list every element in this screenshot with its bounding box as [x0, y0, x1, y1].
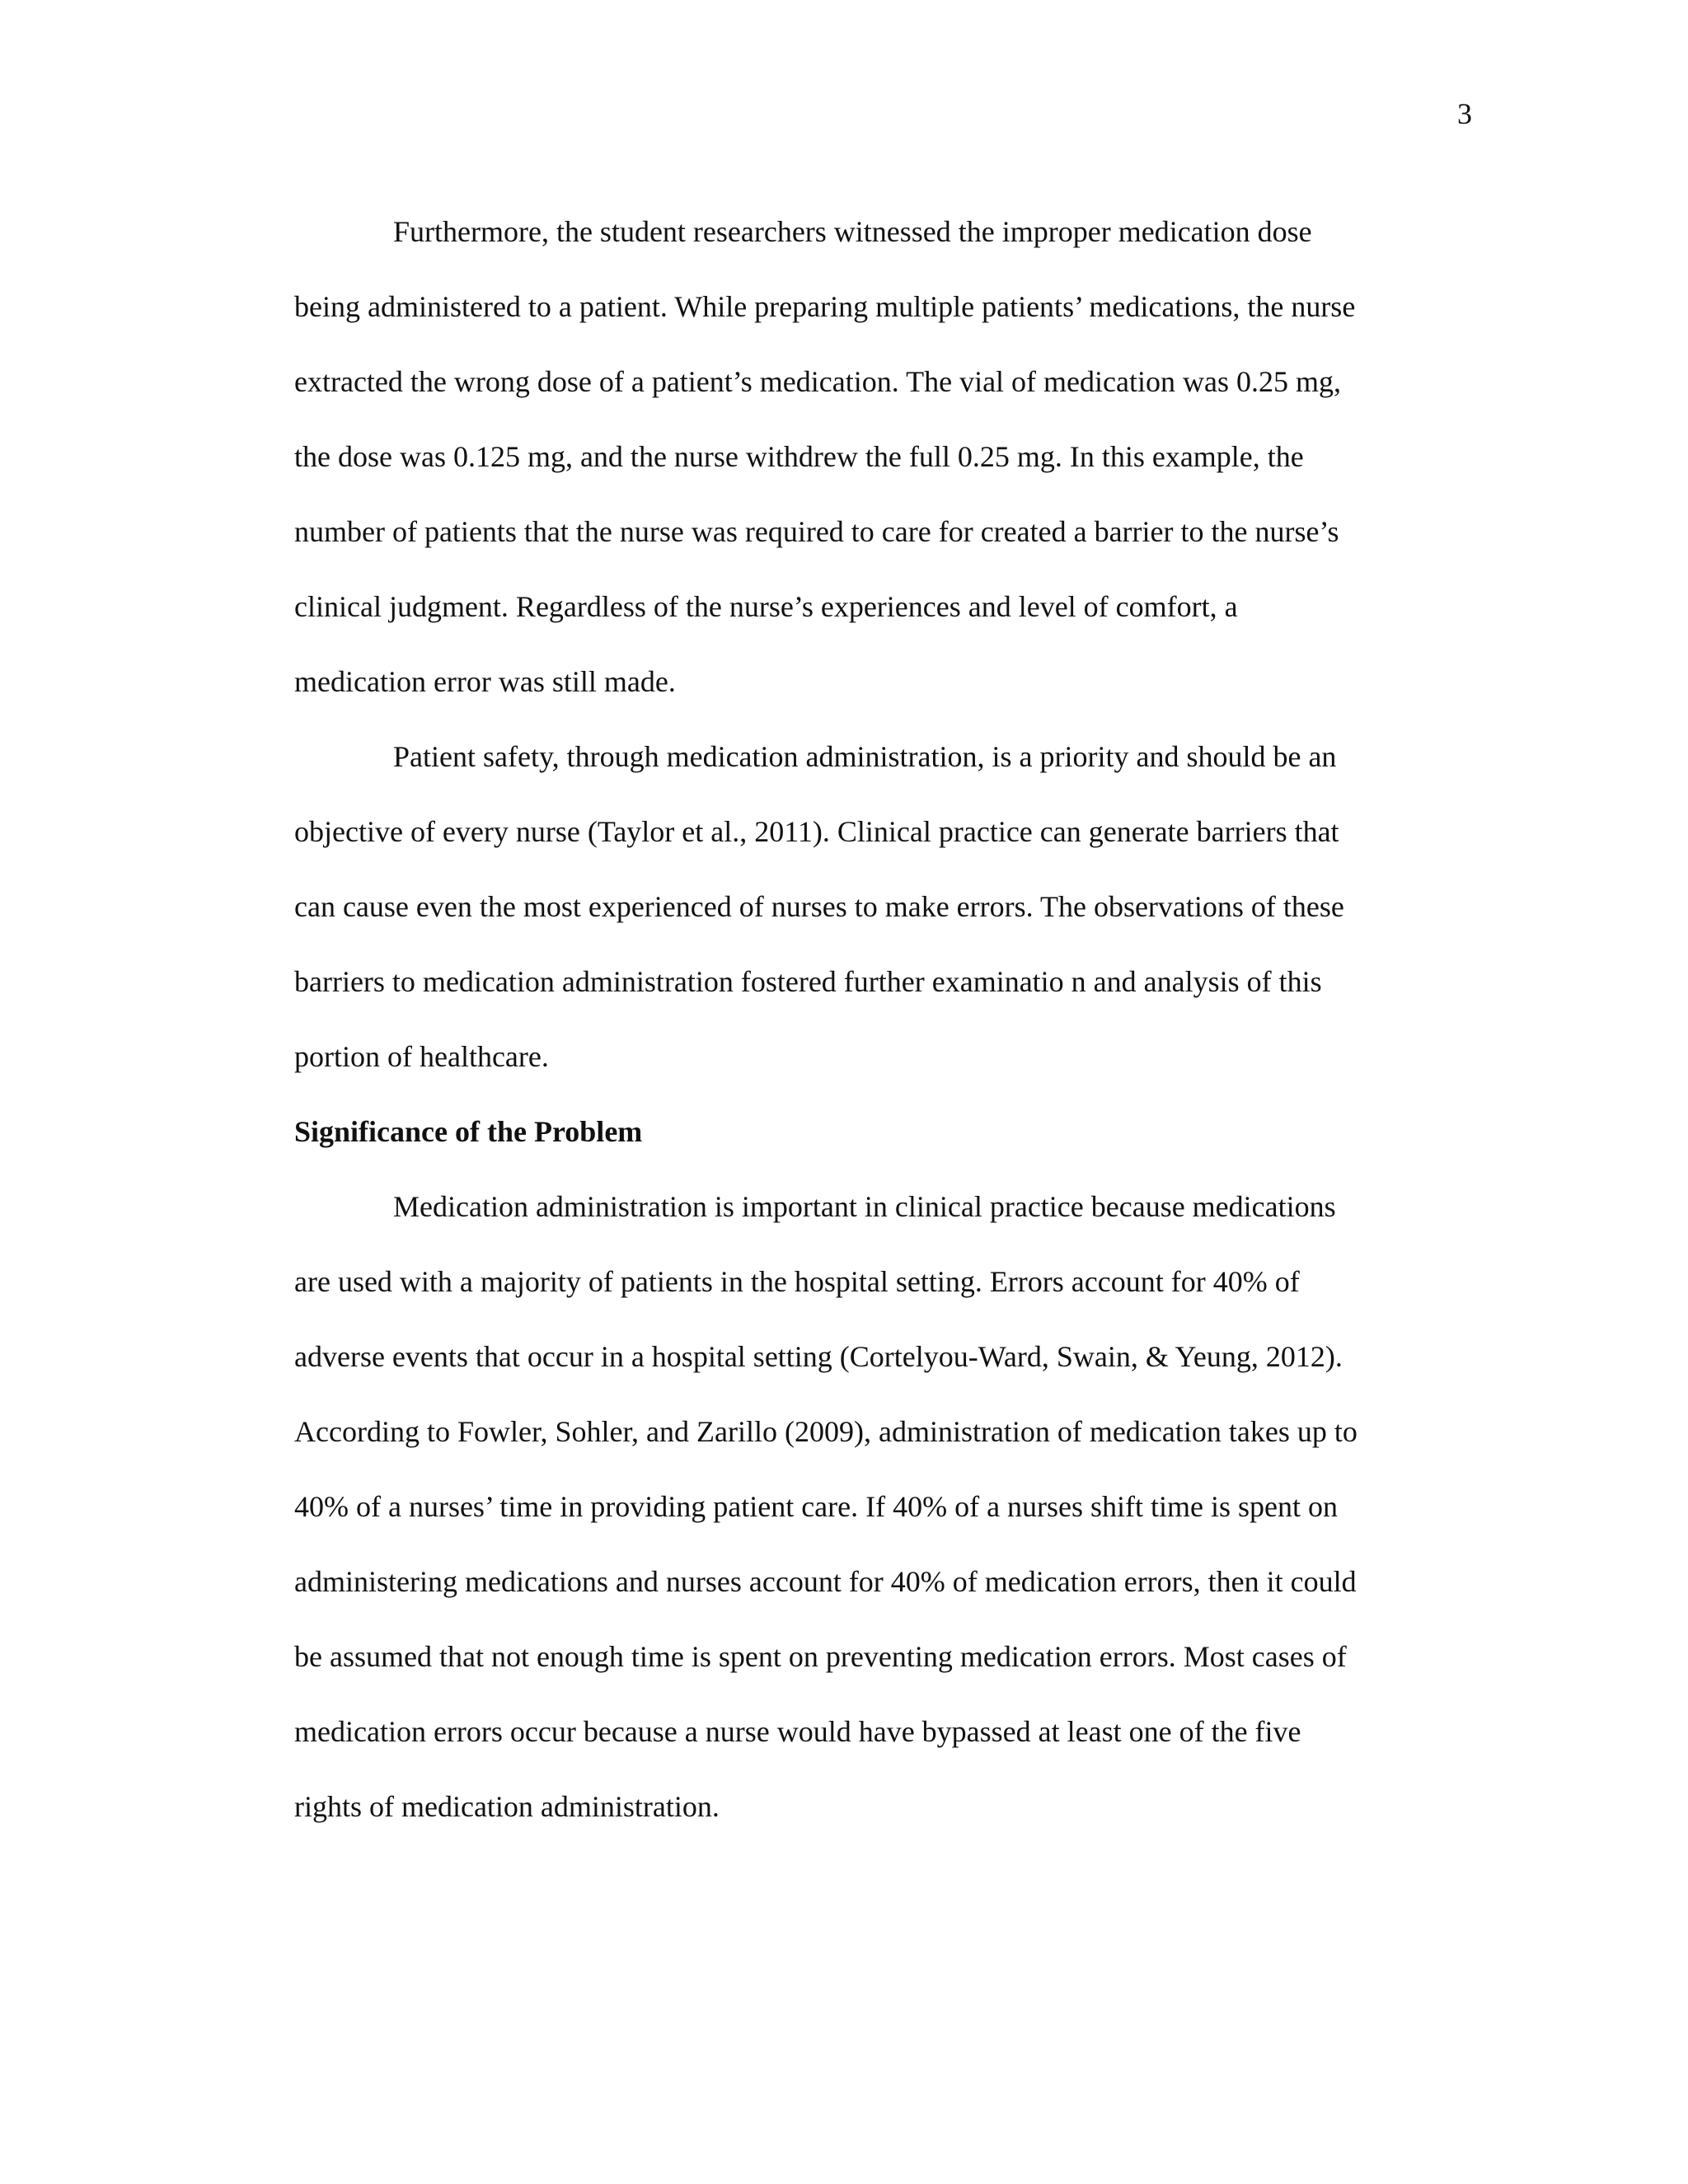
text-line: be assumed that not enough time is spent on preventing medication errors. Most cases of — [294, 1640, 1347, 1673]
document-body — [294, 194, 1465, 1844]
paragraph-medication-dose-observation — [294, 194, 1465, 719]
text-line: Patient safety, through medication administration, is a priority and should be an — [393, 740, 1337, 773]
text-line: clinical judgment. Regardless of the nurse’s experiences and level of comfort, a — [294, 590, 1238, 623]
text-line: medication error was still made. — [294, 665, 676, 698]
text-line: extracted the wrong dose of a patient’s medication. The vial of medication was 0.25 mg, — [294, 365, 1341, 398]
text-line: medication errors occur because a nurse would have bypassed at least one of the five — [294, 1715, 1301, 1748]
page-number: 3 — [1457, 97, 1472, 130]
paragraph-patient-safety — [294, 719, 1465, 1094]
text-line: barriers to medication administration fostered further examinatio n and analysis of this — [294, 965, 1322, 998]
text-line: objective of every nurse (Taylor et al., 2011). Clinical practice can generate barriers that — [294, 815, 1339, 848]
text-line: being administered to a patient. While preparing multiple patients’ medications, the nurse — [294, 290, 1356, 323]
section-heading: Significance of the Problem — [294, 1115, 643, 1148]
text-line: Furthermore, the student researchers witnessed the improper medication dose — [393, 215, 1312, 248]
text-line: Medication administration is important in clinical practice because medications — [393, 1190, 1336, 1223]
text-line: the dose was 0.125 mg, and the nurse withdrew the full 0.25 mg. In this example, the — [294, 440, 1304, 473]
text-line: can cause even the most experienced of nurses to make errors. The observations of these — [294, 890, 1344, 923]
text-line: According to Fowler, Sohler, and Zarillo (2009), administration of medication takes up to — [294, 1415, 1357, 1448]
text-line: number of patients that the nurse was required to care for created a barrier to the nurse’s — [294, 515, 1339, 548]
text-line: are used with a majority of patients in the hospital setting. Errors account for 40% of — [294, 1265, 1300, 1298]
paragraph-significance — [294, 1169, 1465, 1844]
text-line: rights of medication administration. — [294, 1790, 720, 1823]
text-line: portion of healthcare. — [294, 1040, 549, 1073]
text-line: administering medications and nurses account for 40% of medication errors, then it could — [294, 1565, 1357, 1598]
text-line: adverse events that occur in a hospital setting (Cortelyou-Ward, Swain, & Yeung, 2012). — [294, 1340, 1343, 1373]
text-line: 40% of a nurses’ time in providing patient care. If 40% of a nurses shift time is spent on — [294, 1490, 1339, 1523]
